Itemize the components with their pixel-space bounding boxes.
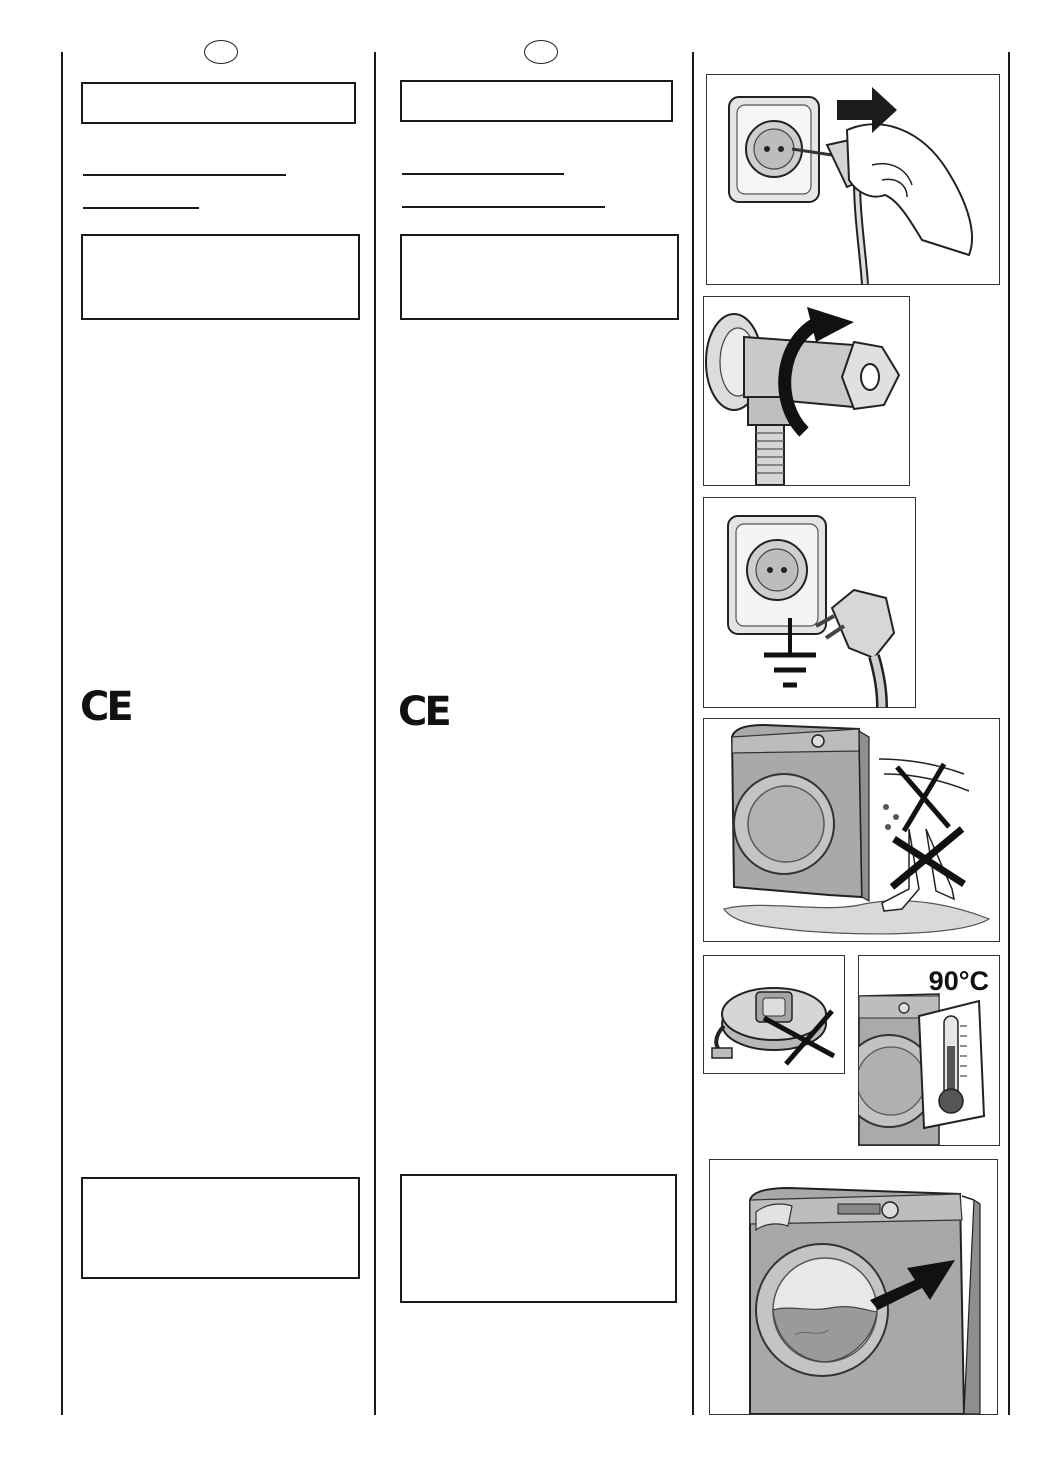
notice-box-2 (400, 234, 679, 320)
wet-conditions-warning-illustration (703, 718, 1000, 942)
tap-illustration (703, 296, 910, 486)
extension-reel-illustration (703, 955, 845, 1074)
section-title-box-1 (81, 82, 356, 124)
ground-plug-icon (704, 498, 915, 707)
language-mark-oval-1 (204, 40, 238, 64)
heading-underline-1a (83, 174, 286, 176)
ce-mark-1: CE (80, 684, 131, 730)
bottom-box-2 (400, 1174, 677, 1303)
temperature-label: 90°C (928, 966, 989, 996)
washer-warning-icon (704, 719, 999, 941)
right-margin-rule (1008, 52, 1010, 1415)
column-divider-1 (374, 52, 376, 1415)
left-margin-rule (61, 52, 63, 1415)
section-title-box-2 (400, 80, 673, 122)
ce-mark-2: CE (398, 689, 449, 735)
earthed-socket-illustration (703, 497, 916, 708)
heading-underline-2a (402, 173, 564, 175)
language-mark-oval-2 (524, 40, 558, 64)
unplug-illustration (706, 74, 1000, 285)
water-in-drum-illustration (709, 1159, 998, 1415)
column-divider-2 (692, 52, 694, 1415)
bottom-box-1 (81, 1177, 360, 1279)
washer-drum-icon (710, 1160, 997, 1414)
heading-underline-2b (402, 206, 605, 208)
tap-icon (704, 297, 909, 485)
extension-reel-icon (704, 956, 844, 1073)
notice-box-1 (81, 234, 360, 320)
heading-underline-1b (83, 207, 199, 209)
hot-door-illustration (858, 955, 1000, 1146)
unplug-icon (707, 75, 999, 284)
